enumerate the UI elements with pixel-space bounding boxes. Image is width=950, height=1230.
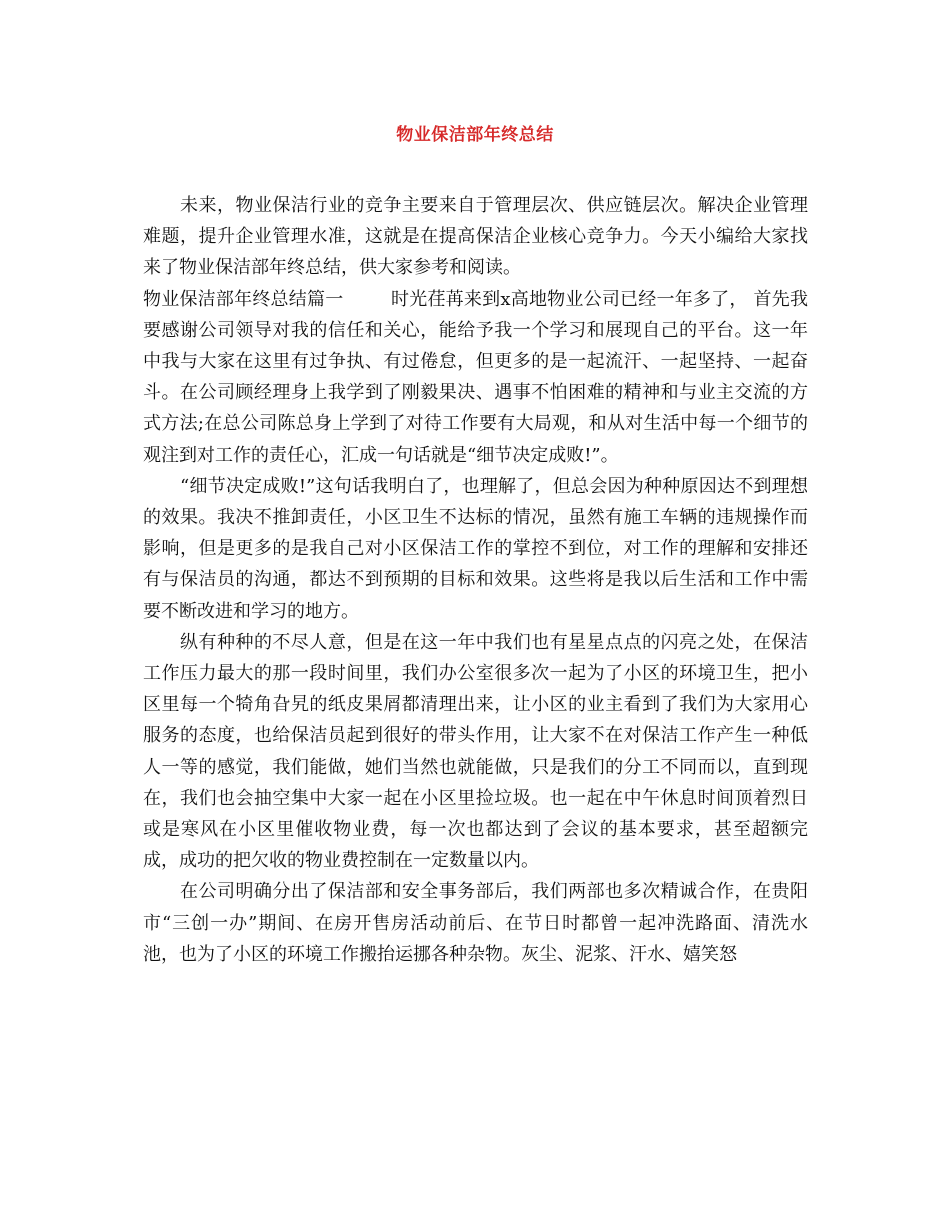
section-paragraph <box>143 284 808 471</box>
body-paragraph-2: 纵有种种的不尽人意，但是在这一年中我们也有星星点点的闪亮之处，在保洁工作压力最大的那一段时间里，我们办公室很多次一起为了小区的环境卫生，把小区里每一个犄角旮旯的纸皮果屑都清理出来，让小区的业主看到了我们为大家用心服务的态度，也给保洁员起到很好的带头作用，让大家不在对保洁工作产生一种低人一等的感觉，我们能做，她们当然也就能做，只是我们的分工不同而以，直到现在，我们也会抽空集中大家一起在小区里捡垃圾。也一起在中午休息时间顶着烈日或是寒风在小区里催收物业费，每一次也都达到了会议的基本要求，甚至超额完成，成功的把欠收的物业费控制在一定数量以内。 <box>143 631 808 872</box>
body-paragraph-1: “细节决定成败!”这句话我明白了，也理解了，但总会因为种种原因达不到理想的效果。我决不推卸责任，小区卫生不达标的情况，虽然有施工车辆的违规操作而影响，但是更多的是我自己对小区保洁工作的掌控不到位，对工作的理解和安排还有与保洁员的沟通，都达不到预期的目标和效果。这些将是我以后生活和工作中需要不断改进和学习的地方。 <box>143 475 808 622</box>
document-title: 物业保洁部年终总结 <box>396 125 554 145</box>
body-paragraph-3: 在公司明确分出了保洁部和安全事务部后，我们两部也多次精诚合作，在贵阳市“三创一办”期间、在房开售房活动前后、在节日时都曾一起冲洗路面、清洗水池，也为了小区的环境工作搬抬运挪各种杂物。灰尘、泥浆、汗水、嬉笑怒 <box>143 881 808 965</box>
section-heading: 物业保洁部年终总结篇一 <box>143 288 344 310</box>
section-lead-text: 时光荏苒来到x高地物业公司已经一年多了， 首先我要感谢公司领导对我的信任和关心，能给予我一个学习和展现自己的平台。这一年中我与大家在这里有过争执、有过倦怠，但更多的是一起流汗、一起坚持、一起奋斗。在公司顾经理身上我学到了刚毅果决、遇事不怕困难的精神和与业主交流的方式方法;在总公司陈总身上学到了对待工作要有大局观，和从对生活中每一个细节的观注到对工作的责任心，汇成一句话就是“细节决定成败!”。 <box>143 288 809 466</box>
intro-paragraph: 未来，物业保洁行业的竞争主要来自于管理层次、供应链层次。解决企业管理难题，提升企业管理水准，这就是在提高保洁企业核心竞争力。今天小编给大家找来了物业保洁部年终总结，供大家参考和阅读。 <box>143 195 808 279</box>
document-body <box>143 190 808 970</box>
